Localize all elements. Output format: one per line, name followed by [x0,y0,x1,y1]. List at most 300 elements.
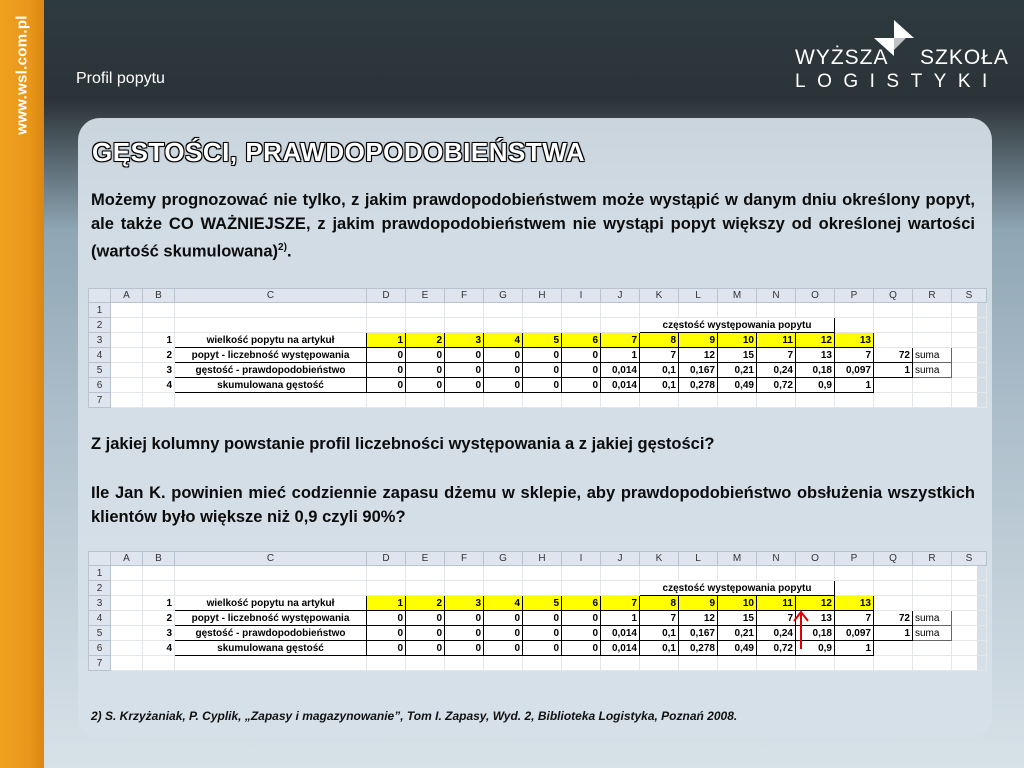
index-cell[interactable]: 1 [143,596,175,611]
cell[interactable] [175,656,367,671]
cell[interactable] [484,581,523,596]
cell[interactable] [640,393,679,408]
cell[interactable] [913,596,952,611]
value-cell[interactable]: 0 [523,611,562,626]
value-cell[interactable]: 7 [640,611,679,626]
column-header-i[interactable]: I [562,552,601,566]
column-header-q[interactable]: Q [874,289,913,303]
row-label-cell[interactable]: gęstość - prawdopodobieństwo [175,626,367,641]
cell[interactable] [874,656,913,671]
cell[interactable] [952,393,987,408]
column-header-q[interactable]: Q [874,552,913,566]
cell[interactable] [406,303,445,318]
index-cell[interactable]: 2 [143,611,175,626]
cell[interactable] [111,581,143,596]
column-header-r[interactable]: R [913,289,952,303]
value-cell[interactable]: 0 [484,611,523,626]
value-cell[interactable]: 13 [796,611,835,626]
value-cell[interactable]: 0 [367,626,406,641]
cell[interactable] [874,333,913,348]
value-cell[interactable]: 0 [367,348,406,363]
cell[interactable] [367,656,406,671]
cell[interactable] [111,596,143,611]
row-header-7[interactable]: 7 [89,393,111,408]
value-cell[interactable]: 12 [679,611,718,626]
cell[interactable] [367,303,406,318]
select-all-corner[interactable] [89,552,111,566]
value-cell[interactable]: 7 [640,348,679,363]
value-cell[interactable]: 7 [601,333,640,348]
value-cell[interactable]: 10 [718,333,757,348]
cell[interactable] [952,333,987,348]
column-header-f[interactable]: F [445,289,484,303]
column-header-o[interactable]: O [796,289,835,303]
row-header-7[interactable]: 7 [89,656,111,671]
cell[interactable] [175,566,367,581]
value-cell[interactable]: 0 [406,611,445,626]
row-header-4[interactable]: 4 [89,611,111,626]
value-cell[interactable]: 1 [367,333,406,348]
value-cell[interactable]: 0 [445,378,484,393]
cell[interactable] [484,318,523,333]
value-cell[interactable]: 0 [484,348,523,363]
cell[interactable] [913,581,952,596]
value-cell[interactable]: 0,1 [640,626,679,641]
cell[interactable] [952,566,987,581]
cell[interactable] [679,566,718,581]
cell[interactable] [143,656,175,671]
column-header-d[interactable]: D [367,289,406,303]
value-cell[interactable]: 0,72 [757,641,796,656]
index-cell[interactable]: 3 [143,626,175,641]
value-cell[interactable]: 7 [835,348,874,363]
row-header-3[interactable]: 3 [89,596,111,611]
cell[interactable] [952,656,987,671]
value-cell[interactable]: 0,097 [835,626,874,641]
cell[interactable] [757,393,796,408]
cell[interactable] [367,566,406,581]
column-header-j[interactable]: J [601,289,640,303]
value-cell[interactable]: 12 [796,596,835,611]
value-cell[interactable]: 11 [757,333,796,348]
sum-cell[interactable]: 1 [874,363,913,378]
cell[interactable] [874,566,913,581]
cell[interactable] [406,656,445,671]
cell[interactable] [484,656,523,671]
cell[interactable] [601,566,640,581]
cell[interactable] [111,611,143,626]
column-header-e[interactable]: E [406,552,445,566]
row-label-cell[interactable]: gęstość - prawdopodobieństwo [175,363,367,378]
value-cell[interactable]: 0 [406,363,445,378]
cell[interactable] [952,626,987,641]
row-label-cell[interactable]: skumulowana gęstość [175,378,367,393]
cell[interactable] [406,393,445,408]
cell[interactable] [757,566,796,581]
cell[interactable] [874,641,913,656]
sum-label-cell[interactable]: suma [913,611,952,626]
cell[interactable] [143,566,175,581]
cell[interactable] [175,303,367,318]
cell[interactable] [562,303,601,318]
value-cell[interactable]: 0,18 [796,626,835,641]
value-cell[interactable]: 6 [562,596,601,611]
cell[interactable] [874,303,913,318]
cell[interactable] [835,566,874,581]
cell[interactable] [175,581,367,596]
value-cell[interactable]: 0,014 [601,626,640,641]
value-cell[interactable]: 0 [523,363,562,378]
column-header-r[interactable]: R [913,552,952,566]
index-cell[interactable]: 4 [143,641,175,656]
cell[interactable] [445,393,484,408]
cell[interactable] [796,303,835,318]
value-cell[interactable]: 0 [523,626,562,641]
value-cell[interactable]: 3 [445,596,484,611]
column-header-p[interactable]: P [835,289,874,303]
value-cell[interactable]: 1 [367,596,406,611]
value-cell[interactable]: 12 [796,333,835,348]
value-cell[interactable]: 8 [640,333,679,348]
index-cell[interactable]: 1 [143,333,175,348]
column-header-b[interactable]: B [143,552,175,566]
cell[interactable] [111,333,143,348]
cell[interactable] [406,566,445,581]
cell[interactable] [835,393,874,408]
cell[interactable] [952,348,987,363]
cell[interactable] [835,318,874,333]
value-cell[interactable]: 0,24 [757,626,796,641]
cell[interactable] [718,303,757,318]
column-header-e[interactable]: E [406,289,445,303]
row-label-cell[interactable]: popyt - liczebność występowania [175,611,367,626]
value-cell[interactable]: 0 [445,363,484,378]
cell[interactable] [718,393,757,408]
cell[interactable] [523,581,562,596]
value-cell[interactable]: 0 [367,378,406,393]
cell[interactable] [913,393,952,408]
value-cell[interactable]: 0 [406,626,445,641]
cell[interactable] [523,656,562,671]
cell[interactable] [111,393,143,408]
cell[interactable] [679,303,718,318]
column-header-g[interactable]: G [484,289,523,303]
sum-cell[interactable]: 72 [874,611,913,626]
cell[interactable] [484,393,523,408]
cell[interactable] [367,393,406,408]
column-header-f[interactable]: F [445,552,484,566]
value-cell[interactable]: 10 [718,596,757,611]
value-cell[interactable]: 9 [679,333,718,348]
cell[interactable] [111,566,143,581]
column-header-c[interactable]: C [175,289,367,303]
value-cell[interactable]: 0,014 [601,378,640,393]
cell[interactable] [523,318,562,333]
cell[interactable] [913,566,952,581]
cell[interactable] [679,656,718,671]
cell[interactable] [835,303,874,318]
cell[interactable] [952,596,987,611]
value-cell[interactable]: 7 [601,596,640,611]
row-header-2[interactable]: 2 [89,318,111,333]
value-cell[interactable]: 0 [445,641,484,656]
row-header-5[interactable]: 5 [89,363,111,378]
cell[interactable] [175,393,367,408]
frequency-header-cell[interactable]: częstość występowania popytu [640,581,835,596]
cell[interactable] [484,303,523,318]
column-header-c[interactable]: C [175,552,367,566]
value-cell[interactable]: 0,24 [757,363,796,378]
value-cell[interactable]: 5 [523,596,562,611]
column-header-l[interactable]: L [679,552,718,566]
cell[interactable] [523,303,562,318]
cell[interactable] [111,363,143,378]
cell[interactable] [601,318,640,333]
sum-cell[interactable]: 72 [874,348,913,363]
cell[interactable] [874,596,913,611]
cell[interactable] [562,656,601,671]
column-header-a[interactable]: A [111,552,143,566]
cell[interactable] [523,566,562,581]
cell[interactable] [835,581,874,596]
value-cell[interactable]: 13 [796,348,835,363]
cell[interactable] [874,318,913,333]
value-cell[interactable]: 12 [679,348,718,363]
cell[interactable] [913,641,952,656]
column-header-s[interactable]: S [952,289,987,303]
index-cell[interactable]: 2 [143,348,175,363]
cell[interactable] [111,378,143,393]
column-header-n[interactable]: N [757,552,796,566]
value-cell[interactable]: 0,167 [679,626,718,641]
cell[interactable] [757,303,796,318]
value-cell[interactable]: 1 [835,641,874,656]
row-label-cell[interactable]: wielkość popytu na artykuł [175,333,367,348]
column-header-m[interactable]: M [718,289,757,303]
value-cell[interactable]: 0,1 [640,378,679,393]
cell[interactable] [111,641,143,656]
column-header-s[interactable]: S [952,552,987,566]
column-header-a[interactable]: A [111,289,143,303]
cell[interactable] [367,318,406,333]
value-cell[interactable]: 3 [445,333,484,348]
cell[interactable] [913,378,952,393]
frequency-header-cell[interactable]: częstość występowania popytu [640,318,835,333]
value-cell[interactable]: 0,72 [757,378,796,393]
cell[interactable] [796,656,835,671]
cell[interactable] [445,566,484,581]
value-cell[interactable]: 0 [484,363,523,378]
cell[interactable] [913,656,952,671]
cell[interactable] [406,581,445,596]
select-all-corner[interactable] [89,289,111,303]
cell[interactable] [952,641,987,656]
value-cell[interactable]: 0,9 [796,641,835,656]
cell[interactable] [601,393,640,408]
value-cell[interactable]: 0,9 [796,378,835,393]
value-cell[interactable]: 0 [523,378,562,393]
value-cell[interactable]: 0,278 [679,378,718,393]
cell[interactable] [796,566,835,581]
cell[interactable] [175,318,367,333]
column-header-h[interactable]: H [523,289,562,303]
cell[interactable] [484,566,523,581]
cell[interactable] [111,303,143,318]
value-cell[interactable]: 0,1 [640,641,679,656]
cell[interactable] [562,566,601,581]
cell[interactable] [913,303,952,318]
cell[interactable] [874,378,913,393]
value-cell[interactable]: 0 [562,378,601,393]
cell[interactable] [952,581,987,596]
value-cell[interactable]: 0 [406,378,445,393]
sum-label-cell[interactable]: suma [913,626,952,641]
column-header-k[interactable]: K [640,552,679,566]
value-cell[interactable]: 0,1 [640,363,679,378]
cell[interactable] [111,318,143,333]
index-cell[interactable]: 3 [143,363,175,378]
value-cell[interactable]: 6 [562,333,601,348]
value-cell[interactable]: 0 [562,363,601,378]
value-cell[interactable]: 0 [406,641,445,656]
row-header-1[interactable]: 1 [89,303,111,318]
row-label-cell[interactable]: popyt - liczebność występowania [175,348,367,363]
column-header-b[interactable]: B [143,289,175,303]
value-cell[interactable]: 0,278 [679,641,718,656]
value-cell[interactable]: 0 [367,611,406,626]
value-cell[interactable]: 0 [562,611,601,626]
value-cell[interactable]: 0,014 [601,641,640,656]
value-cell[interactable]: 13 [835,333,874,348]
column-header-o[interactable]: O [796,552,835,566]
cell[interactable] [143,581,175,596]
cell[interactable] [111,348,143,363]
value-cell[interactable]: 0 [484,378,523,393]
cell[interactable] [523,393,562,408]
value-cell[interactable]: 11 [757,596,796,611]
value-cell[interactable]: 2 [406,333,445,348]
cell[interactable] [562,393,601,408]
column-header-k[interactable]: K [640,289,679,303]
column-header-h[interactable]: H [523,552,562,566]
cell[interactable] [640,656,679,671]
sum-cell[interactable]: 1 [874,626,913,641]
index-cell[interactable]: 4 [143,378,175,393]
row-header-3[interactable]: 3 [89,333,111,348]
value-cell[interactable]: 4 [484,333,523,348]
cell[interactable] [796,393,835,408]
cell[interactable] [445,656,484,671]
value-cell[interactable]: 0 [445,348,484,363]
value-cell[interactable]: 15 [718,348,757,363]
value-cell[interactable]: 0 [562,641,601,656]
cell[interactable] [874,581,913,596]
cell[interactable] [111,656,143,671]
cell[interactable] [952,303,987,318]
cell[interactable] [952,611,987,626]
value-cell[interactable]: 0 [523,348,562,363]
cell[interactable] [367,581,406,596]
column-header-d[interactable]: D [367,552,406,566]
value-cell[interactable]: 0 [484,626,523,641]
value-cell[interactable]: 13 [835,596,874,611]
value-cell[interactable]: 0 [445,626,484,641]
value-cell[interactable]: 8 [640,596,679,611]
value-cell[interactable]: 0,21 [718,363,757,378]
value-cell[interactable]: 2 [406,596,445,611]
column-header-j[interactable]: J [601,552,640,566]
cell[interactable] [143,318,175,333]
cell[interactable] [913,318,952,333]
cell[interactable] [601,656,640,671]
cell[interactable] [640,566,679,581]
column-header-g[interactable]: G [484,552,523,566]
cell[interactable] [718,656,757,671]
cell[interactable] [562,318,601,333]
column-header-m[interactable]: M [718,552,757,566]
row-header-1[interactable]: 1 [89,566,111,581]
cell[interactable] [406,318,445,333]
column-header-i[interactable]: I [562,289,601,303]
row-header-4[interactable]: 4 [89,348,111,363]
value-cell[interactable]: 0 [406,348,445,363]
cell[interactable] [143,393,175,408]
value-cell[interactable]: 7 [757,348,796,363]
value-cell[interactable]: 7 [757,611,796,626]
cell[interactable] [874,393,913,408]
value-cell[interactable]: 4 [484,596,523,611]
value-cell[interactable]: 0 [367,363,406,378]
cell[interactable] [913,333,952,348]
cell[interactable] [111,626,143,641]
value-cell[interactable]: 0,18 [796,363,835,378]
value-cell[interactable]: 0 [562,348,601,363]
value-cell[interactable]: 0,49 [718,641,757,656]
cell[interactable] [601,581,640,596]
column-header-p[interactable]: P [835,552,874,566]
value-cell[interactable]: 0,097 [835,363,874,378]
column-header-n[interactable]: N [757,289,796,303]
cell[interactable] [445,581,484,596]
value-cell[interactable]: 0 [562,626,601,641]
cell[interactable] [640,303,679,318]
value-cell[interactable]: 0 [367,641,406,656]
cell[interactable] [835,656,874,671]
value-cell[interactable]: 15 [718,611,757,626]
value-cell[interactable]: 0 [445,611,484,626]
cell[interactable] [562,581,601,596]
cell[interactable] [718,566,757,581]
value-cell[interactable]: 0,49 [718,378,757,393]
value-cell[interactable]: 0,21 [718,626,757,641]
value-cell[interactable]: 1 [601,348,640,363]
row-header-6[interactable]: 6 [89,378,111,393]
cell[interactable] [952,318,987,333]
value-cell[interactable]: 9 [679,596,718,611]
cell[interactable] [445,318,484,333]
cell[interactable] [679,393,718,408]
value-cell[interactable]: 7 [835,611,874,626]
row-header-5[interactable]: 5 [89,626,111,641]
value-cell[interactable]: 0 [484,641,523,656]
value-cell[interactable]: 0 [523,641,562,656]
cell[interactable] [601,303,640,318]
cell[interactable] [952,378,987,393]
sum-label-cell[interactable]: suma [913,348,952,363]
column-header-l[interactable]: L [679,289,718,303]
cell[interactable] [757,656,796,671]
value-cell[interactable]: 0,167 [679,363,718,378]
